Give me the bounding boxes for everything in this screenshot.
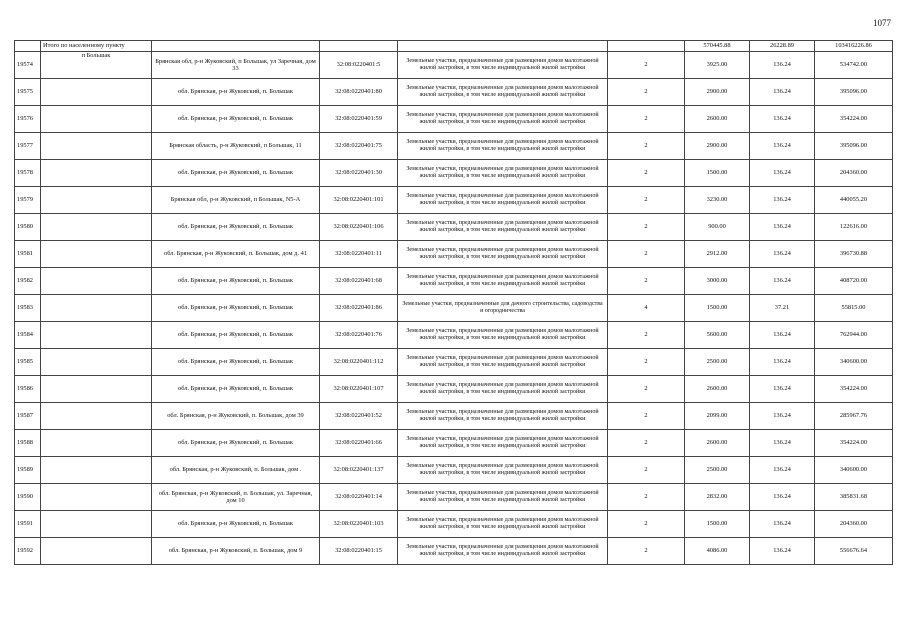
row-cadastral-number: 32:08:0220401:76	[320, 322, 398, 349]
row-rate: 136.24	[750, 160, 815, 187]
row-area: 2099.00	[685, 403, 750, 430]
row-cadastral-number: 32:08:0220401:101	[320, 187, 398, 214]
row-address: обл. Брянская, р-н Жуковский, п. Большак	[152, 106, 320, 133]
row-land-purpose: Земельные участки, предназначенные для размещения домов малоэтажной жилой застройки, в том числе индивидуальной жилой застройки	[398, 187, 608, 214]
locality-cell	[41, 214, 152, 241]
table-row	[15, 538, 893, 565]
row-cadastral-number: 32:08:0220401:11	[320, 241, 398, 268]
locality-cell	[41, 322, 152, 349]
row-area: 900.00	[685, 214, 750, 241]
row-rate: 136.24	[750, 79, 815, 106]
row-cadastral-number: 32:08:0220401:52	[320, 403, 398, 430]
row-cadastral-cost: 354224.00	[815, 376, 893, 403]
row-land-purpose: Земельные участки, предназначенные для размещения домов малоэтажной жилой застройки, в том числе индивидуальной жилой застройки	[398, 214, 608, 241]
row-rate: 136.24	[750, 214, 815, 241]
total-cost: 103416226.86	[815, 41, 893, 52]
row-group: 2	[608, 403, 685, 430]
row-address: обл. Брянская, р-н Жуковский, п. Большак, дом 39	[152, 403, 320, 430]
table-row	[15, 160, 893, 187]
row-area: 2500.00	[685, 349, 750, 376]
row-land-purpose: Земельные участки, предназначенные для размещения домов малоэтажной жилой застройки, в том числе индивидуальной жилой застройки	[398, 349, 608, 376]
row-cadastral-number: 32:08:0220401:106	[320, 214, 398, 241]
row-address: обл. Брянская, р-н Жуковский, п. Большак	[152, 79, 320, 106]
row-area: 3000.00	[685, 268, 750, 295]
row-number: 19581	[15, 241, 41, 268]
locality-cell: п Большак	[41, 52, 152, 79]
row-group: 2	[608, 187, 685, 214]
row-area: 3925.00	[685, 52, 750, 79]
table-row	[15, 457, 893, 484]
total-num-cell	[15, 41, 41, 52]
row-address: обл. Брянская, р-н Жуковский, п. Большак	[152, 295, 320, 322]
row-rate: 136.24	[750, 484, 815, 511]
row-land-purpose: Земельные участки, предназначенные для размещения домов малоэтажной жилой застройки, в том числе индивидуальной жилой застройки	[398, 322, 608, 349]
row-cadastral-number: 32:08:0220401:14	[320, 484, 398, 511]
row-area: 2832.00	[685, 484, 750, 511]
table-row	[15, 241, 893, 268]
locality-cell	[41, 133, 152, 160]
row-number: 19580	[15, 214, 41, 241]
locality-cell	[41, 484, 152, 511]
locality-cell	[41, 187, 152, 214]
row-number: 19592	[15, 538, 41, 565]
row-cadastral-number: 32:08:0220401:15	[320, 538, 398, 565]
row-group: 2	[608, 52, 685, 79]
row-land-purpose: Земельные участки, предназначенные для размещения домов малоэтажной жилой застройки, в том числе индивидуальной жилой застройки	[398, 457, 608, 484]
row-group: 2	[608, 376, 685, 403]
row-area: 2500.00	[685, 457, 750, 484]
row-rate: 136.24	[750, 241, 815, 268]
row-cadastral-number: 32:08:0220401:66	[320, 430, 398, 457]
row-land-purpose: Земельные участки, предназначенные для размещения домов малоэтажной жилой застройки, в том числе индивидуальной жилой застройки	[398, 484, 608, 511]
row-address: обл. Брянская, р-н Жуковский, п. Большак	[152, 322, 320, 349]
row-area: 2600.00	[685, 376, 750, 403]
row-address: обл. Брянская, р-н Жуковский, п. Большак	[152, 376, 320, 403]
row-group: 2	[608, 538, 685, 565]
row-address: обл. Брянская, р-н Жуковский, п. Большак	[152, 214, 320, 241]
total-rate: 26228.89	[750, 41, 815, 52]
row-cadastral-cost: 396730.88	[815, 241, 893, 268]
row-area: 1500.00	[685, 160, 750, 187]
row-address: Брянская обл, р-н Жуковский, п Большак, ул Заречная, дом 33	[152, 52, 320, 79]
table-row	[15, 322, 893, 349]
table-row	[15, 187, 893, 214]
row-area: 1500.00	[685, 295, 750, 322]
table-row	[15, 484, 893, 511]
row-number: 19577	[15, 133, 41, 160]
row-group: 2	[608, 322, 685, 349]
row-cadastral-number: 32:08:0220401:30	[320, 160, 398, 187]
row-area: 2900.00	[685, 79, 750, 106]
row-cadastral-number: 32:08:0220401:59	[320, 106, 398, 133]
page-number: 1077	[873, 18, 891, 28]
row-rate: 136.24	[750, 322, 815, 349]
row-group: 2	[608, 430, 685, 457]
row-cadastral-cost: 354224.00	[815, 430, 893, 457]
row-cadastral-cost: 340600.00	[815, 349, 893, 376]
row-cadastral-cost: 122616.00	[815, 214, 893, 241]
table-body	[15, 41, 893, 565]
row-group: 2	[608, 349, 685, 376]
row-cadastral-number: 32:08:0220401:86	[320, 295, 398, 322]
total-area: 570445.88	[685, 41, 750, 52]
row-number: 19585	[15, 349, 41, 376]
row-group: 2	[608, 133, 685, 160]
row-number: 19583	[15, 295, 41, 322]
row-land-purpose: Земельные участки, предназначенные для размещения домов малоэтажной жилой застройки, в том числе индивидуальной жилой застройки	[398, 538, 608, 565]
row-area: 5600.00	[685, 322, 750, 349]
row-number: 19582	[15, 268, 41, 295]
row-land-purpose: Земельные участки, предназначенные для размещения домов малоэтажной жилой застройки, в том числе индивидуальной жилой застройки	[398, 106, 608, 133]
table-row	[15, 268, 893, 295]
total-group-cell	[608, 41, 685, 52]
row-rate: 136.24	[750, 106, 815, 133]
table-row	[15, 214, 893, 241]
row-cadastral-cost: 354224.00	[815, 106, 893, 133]
row-area: 1500.00	[685, 511, 750, 538]
row-number: 19576	[15, 106, 41, 133]
row-land-purpose: Земельные участки, предназначенные для размещения домов малоэтажной жилой застройки, в том числе индивидуальной жилой застройки	[398, 403, 608, 430]
row-number: 19591	[15, 511, 41, 538]
locality-cell	[41, 79, 152, 106]
table-row	[15, 106, 893, 133]
row-group: 2	[608, 511, 685, 538]
row-group: 2	[608, 106, 685, 133]
row-land-purpose: Земельные участки, предназначенные для размещения домов малоэтажной жилой застройки, в том числе индивидуальной жилой застройки	[398, 430, 608, 457]
row-rate: 136.24	[750, 430, 815, 457]
row-rate: 136.24	[750, 187, 815, 214]
locality-cell	[41, 538, 152, 565]
row-number: 19589	[15, 457, 41, 484]
total-purpose-cell	[398, 41, 608, 52]
row-address: обл. Брянская, р-н Жуковский, п. Большак	[152, 268, 320, 295]
row-area: 2900.00	[685, 133, 750, 160]
row-rate: 136.24	[750, 376, 815, 403]
row-cadastral-cost: 395096.00	[815, 79, 893, 106]
row-cadastral-number: 32:08:0220401:103	[320, 511, 398, 538]
locality-cell	[41, 403, 152, 430]
row-area: 4086.00	[685, 538, 750, 565]
row-rate: 136.24	[750, 511, 815, 538]
row-cadastral-cost: 395096.00	[815, 133, 893, 160]
row-group: 2	[608, 160, 685, 187]
table-row	[15, 403, 893, 430]
row-area: 2600.00	[685, 106, 750, 133]
row-address: обл. Брянская, р-н Жуковский, п. Большак, ул. Заречная, дом 10	[152, 484, 320, 511]
row-cadastral-number: 32:08:0220401:75	[320, 133, 398, 160]
row-cadastral-cost: 556676.64	[815, 538, 893, 565]
row-cadastral-cost: 440055.20	[815, 187, 893, 214]
row-land-purpose: Земельные участки, предназначенные для размещения домов малоэтажной жилой застройки, в том числе индивидуальной жилой застройки	[398, 79, 608, 106]
row-address: обл. Брянская, р-н Жуковский, п. Большак, дом д. 41	[152, 241, 320, 268]
table-row	[15, 79, 893, 106]
row-cadastral-cost: 285967.76	[815, 403, 893, 430]
row-number: 19587	[15, 403, 41, 430]
row-rate: 37.21	[750, 295, 815, 322]
row-number: 19575	[15, 79, 41, 106]
row-rate: 136.24	[750, 349, 815, 376]
row-group: 2	[608, 79, 685, 106]
total-cadastral-cell	[320, 41, 398, 52]
row-rate: 136.24	[750, 268, 815, 295]
total-label: Итого по населенному пункту	[41, 41, 152, 52]
row-address: Брянская обл, р-н Жуковский, п Большак, N5-А	[152, 187, 320, 214]
locality-cell	[41, 160, 152, 187]
locality-total-row	[15, 41, 893, 52]
locality-cell	[41, 349, 152, 376]
row-rate: 136.24	[750, 457, 815, 484]
table-row	[15, 133, 893, 160]
row-address: обл. Брянская, р-н Жуковский, п. Большак, дом 9	[152, 538, 320, 565]
row-group: 2	[608, 214, 685, 241]
total-address-cell	[152, 41, 320, 52]
locality-cell	[41, 511, 152, 538]
row-group: 2	[608, 268, 685, 295]
row-cadastral-cost: 408720.00	[815, 268, 893, 295]
row-rate: 136.24	[750, 133, 815, 160]
row-group: 2	[608, 241, 685, 268]
locality-cell	[41, 376, 152, 403]
row-cadastral-number: 32:08:0220401:107	[320, 376, 398, 403]
locality-cell	[41, 268, 152, 295]
table-row	[15, 349, 893, 376]
row-cadastral-cost: 534742.00	[815, 52, 893, 79]
row-rate: 136.24	[750, 403, 815, 430]
table-row	[15, 376, 893, 403]
row-group: 2	[608, 484, 685, 511]
table-row	[15, 430, 893, 457]
row-land-purpose: Земельные участки, предназначенные для размещения домов малоэтажной жилой застройки, в том числе индивидуальной жилой застройки	[398, 376, 608, 403]
row-address: обл. Брянская, р-н Жуковский, п. Большак, дом .	[152, 457, 320, 484]
row-land-purpose: Земельные участки, предназначенные для дачного строительства, садоводства и огородничества	[398, 295, 608, 322]
row-cadastral-cost: 340600.00	[815, 457, 893, 484]
table-row	[15, 511, 893, 538]
locality-cell	[41, 457, 152, 484]
row-number: 19574	[15, 52, 41, 79]
row-address: обл. Брянская, р-н Жуковский, п. Большак	[152, 430, 320, 457]
row-rate: 136.24	[750, 52, 815, 79]
row-address: обл. Брянская, р-н Жуковский, п. Большак	[152, 349, 320, 376]
row-address: обл. Брянская, р-н Жуковский, п. Большак	[152, 511, 320, 538]
row-rate: 136.24	[750, 538, 815, 565]
row-land-purpose: Земельные участки, предназначенные для размещения домов малоэтажной жилой застройки, в том числе индивидуальной жилой застройки	[398, 52, 608, 79]
row-group: 2	[608, 457, 685, 484]
row-cadastral-cost: 204360.00	[815, 160, 893, 187]
row-number: 19579	[15, 187, 41, 214]
row-number: 19578	[15, 160, 41, 187]
row-number: 19588	[15, 430, 41, 457]
row-group: 4	[608, 295, 685, 322]
locality-cell	[41, 106, 152, 133]
row-number: 19586	[15, 376, 41, 403]
row-cadastral-number: 32:08:0220401:80	[320, 79, 398, 106]
locality-cell	[41, 241, 152, 268]
locality-cell	[41, 430, 152, 457]
row-cadastral-cost: 55815.00	[815, 295, 893, 322]
row-cadastral-cost: 762944.00	[815, 322, 893, 349]
row-cadastral-cost: 385831.68	[815, 484, 893, 511]
row-land-purpose: Земельные участки, предназначенные для размещения домов малоэтажной жилой застройки, в том числе индивидуальной жилой застройки	[398, 511, 608, 538]
row-address: обл. Брянская, р-н Жуковский, п. Большак	[152, 160, 320, 187]
cadastral-value-table	[14, 40, 893, 565]
row-cadastral-cost: 204360.00	[815, 511, 893, 538]
row-land-purpose: Земельные участки, предназначенные для размещения домов малоэтажной жилой застройки, в том числе индивидуальной жилой застройки	[398, 133, 608, 160]
table-row	[15, 295, 893, 322]
row-number: 19584	[15, 322, 41, 349]
row-area: 3230.00	[685, 187, 750, 214]
row-land-purpose: Земельные участки, предназначенные для размещения домов малоэтажной жилой застройки, в том числе индивидуальной жилой застройки	[398, 241, 608, 268]
row-number: 19590	[15, 484, 41, 511]
row-cadastral-number: 32:08:0220401:68	[320, 268, 398, 295]
row-area: 2600.00	[685, 430, 750, 457]
row-address: Брянская область, р-н Жуковский, п Большак, 11	[152, 133, 320, 160]
row-land-purpose: Земельные участки, предназначенные для размещения домов малоэтажной жилой застройки, в том числе индивидуальной жилой застройки	[398, 268, 608, 295]
row-land-purpose: Земельные участки, предназначенные для размещения домов малоэтажной жилой застройки, в том числе индивидуальной жилой застройки	[398, 160, 608, 187]
locality-cell	[41, 295, 152, 322]
row-cadastral-number: 32:08:0220401:5	[320, 52, 398, 79]
table-row	[15, 52, 893, 79]
row-area: 2912.00	[685, 241, 750, 268]
row-cadastral-number: 32:08:0220401:112	[320, 349, 398, 376]
row-cadastral-number: 32:08:0220401:137	[320, 457, 398, 484]
